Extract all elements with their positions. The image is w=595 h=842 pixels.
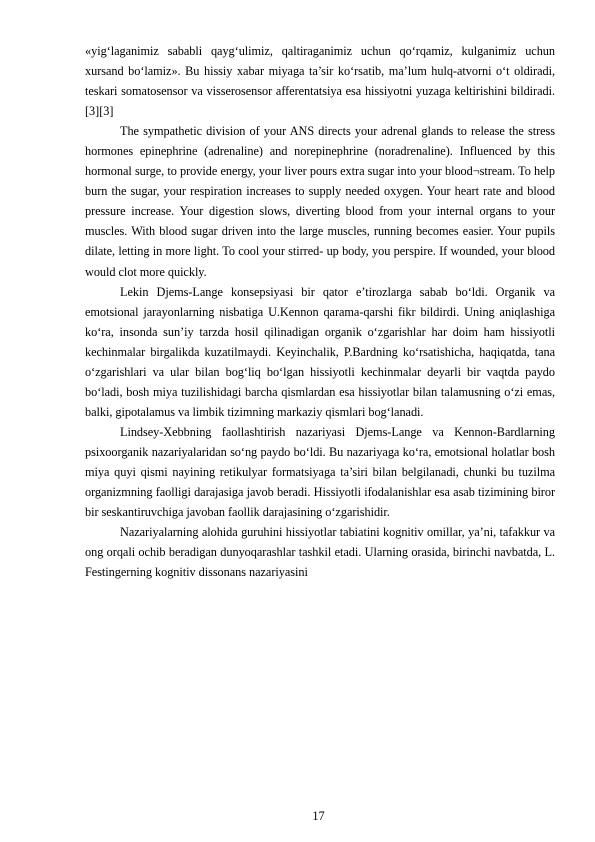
paragraph-sympathetic-division: The sympathetic division of your ANS directs your adrenal glands to release the stress hormones epinephrine (adrenaline) and norepinephrine (noradrenaline). Influenced by this hormonal surge, to provide energy, your liver pours extra sugar into your blood¬stream. To help burn the sugar, your respiration increases to supply needed oxygen. Your heart rate and blood pressure increase. Your digestion slows, diverting blood from your internal organs to your muscles. With blood sugar driven into the large muscles, running becomes easier. Your pupils dilate, letting in more light. To cool your stirred- up body, you perspire. If wounded, your blood would clot more quickly. — [85, 124, 555, 279]
paragraph-cognitive-theories: Nazariyalarning alohida guruhini hissiyotlar tabiatini kognitiv omillar, ya’ni, tafakkur va ong orqali ochib beradigan dunyoqarashlar tashkil etadi. Ularning orasida, birinchi navbatda, L. Festingerning kognitiv dissonans nazariyasini — [85, 525, 555, 580]
document-body — [85, 41, 555, 582]
paragraph-emotion-theory-quote: «yig‘laganimiz sababli qayg‘ulimiz, qaltiraganimiz uchun qo‘rqamiz, kulganimiz uchun xursand bo‘lamiz». Bu hissiy xabar miyaga ta’sir ko‘rsatib, ma’lum hulq-atvorni o‘t oldiradi, teskari somatosensor va visserosensor afferentatsiya esa hissiyotni yuzaga keltirishini bildiradi.[3][3] — [85, 44, 555, 119]
paragraph-kennon-critique: Lekin Djems-Lange konsepsiyasi bir qator e’tirozlarga sabab bo‘ldi. Organik va emotsional jarayonlarning nisbatiga U.Kennon qarama-qarshi fikr bildirdi. Uning aniqlashiga ko‘ra, insonda sun’iy tarzda hosil qilinadigan organik o‘zgarishlar har doim ham hissiyotli kechinmalar birgalikda kuzatilmaydi. Keyinchalik, P.Bardning ko‘rsatishicha, haqiqatda, tana o‘zgarishlari va ular bilan bog‘liq bo‘lgan hissiyotli kechinmalar deyarli bir vaqtda paydo bo‘ladi, bosh miya tuzilishidagi barcha qismlardan esa hissiyotlar bilan talamusning o‘zi emas, balki, gipotalamus va limbik tizimning markaziy qismlari bog‘lanadi. — [85, 284, 555, 419]
paragraph-activation-theory: Lindsey-Xebbning faollashtirish nazariyasi Djems-Lange va Kennon-Bardlarning psixoorganik nazariyalaridan so‘ng paydo bo‘ldi. Bu nazariyaga ko‘ra, emotsional holatlar bosh miya quyi qismi nayining retikulyar formatsiyaga ta’siri bilan belgilanadi, chunki bu tuzilma organizmning faolligi darajasiga javob beradi. Hissiyotli ifodalanishlar esa asab tizimining biror bir seskantiruvchiga javoban faollik darajasining o‘zgarishidir. — [85, 424, 555, 520]
page-number: 17 — [312, 809, 325, 823]
